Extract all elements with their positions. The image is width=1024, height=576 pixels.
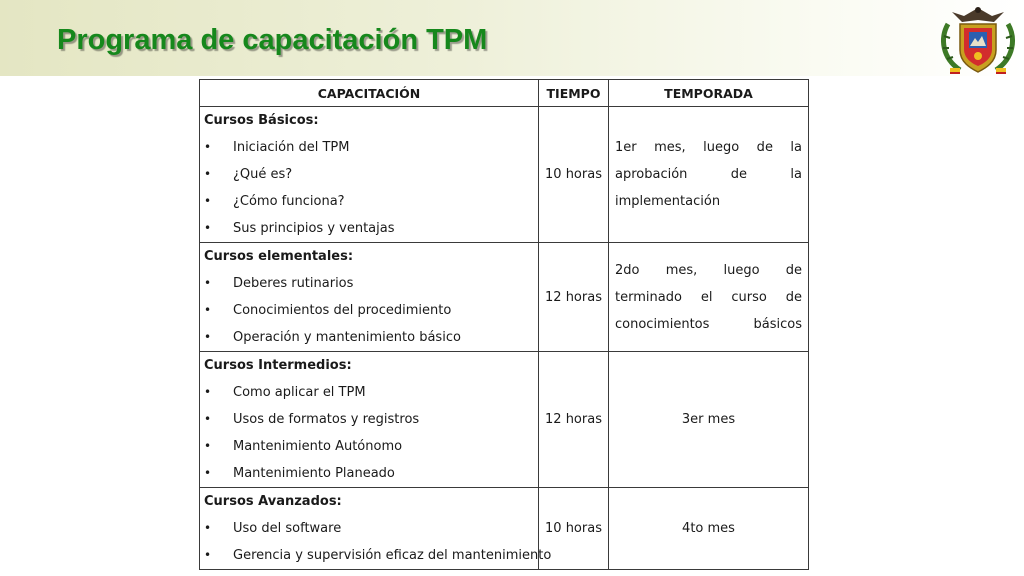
course-cell — [200, 488, 552, 570]
slide-title: Programa de capacitación TPM — [57, 24, 488, 56]
table-row — [200, 488, 809, 570]
bullet-icon: • — [204, 330, 212, 344]
season-cell: 4to mes — [609, 488, 809, 570]
course-item-label: ¿Qué es? — [233, 167, 293, 182]
course-item-label: Sus principios y ventajas — [233, 221, 395, 236]
bullet-icon: • — [204, 303, 212, 317]
bullet-icon: • — [204, 221, 212, 235]
bullet-icon: • — [204, 140, 212, 154]
list-item — [204, 379, 534, 406]
season-cell: 1er mes, luego de la aprobación de la implementación — [609, 107, 809, 243]
course-cell — [200, 107, 539, 243]
course-cell — [200, 243, 539, 352]
bullet-icon: • — [204, 548, 212, 562]
list-item — [204, 406, 534, 433]
course-group-title: Cursos Básicos: — [204, 113, 319, 128]
list-item — [204, 542, 552, 569]
bullet-icon: • — [204, 167, 212, 181]
time-cell: 12 horas — [539, 243, 609, 352]
table-row — [200, 107, 809, 243]
header-capacitacion: CAPACITACIÓN — [200, 80, 539, 107]
list-item — [204, 324, 534, 351]
bullet-icon: • — [204, 439, 212, 453]
list-item — [204, 188, 534, 215]
course-item-label: Gerencia y supervisión eficaz del mantenimiento — [233, 548, 552, 563]
bullet-icon: • — [204, 276, 212, 290]
header-tiempo: TIEMPO — [539, 80, 609, 107]
list-item — [204, 270, 534, 297]
time-cell: 12 horas — [539, 352, 609, 488]
bullet-icon: • — [204, 194, 212, 208]
course-item-label: Operación y mantenimiento básico — [233, 330, 461, 345]
table-row — [200, 352, 809, 488]
time-cell: 10 horas — [539, 107, 609, 243]
season-cell: 3er mes — [609, 352, 809, 488]
list-item — [204, 297, 534, 324]
season-cell: 2do mes, luego de terminado el curso de conocimientos básicos — [609, 243, 809, 352]
bullet-icon: • — [204, 466, 212, 480]
list-item — [204, 460, 534, 487]
course-item-label: Como aplicar el TPM — [233, 385, 366, 400]
course-item-label: ¿Cómo funciona? — [233, 194, 345, 209]
course-group-title: Cursos Intermedios: — [204, 358, 352, 373]
list-item — [204, 161, 534, 188]
table-row — [200, 243, 809, 352]
list-item — [204, 433, 534, 460]
list-item — [204, 515, 534, 542]
course-group-title: Cursos Avanzados: — [204, 494, 342, 509]
course-item-label: Usos de formatos y registros — [233, 412, 420, 427]
list-item — [204, 215, 534, 242]
bullet-icon: • — [204, 521, 212, 535]
course-cell — [200, 352, 539, 488]
course-item-label: Iniciación del TPM — [233, 140, 350, 155]
bullet-icon: • — [204, 412, 212, 426]
course-item-label: Conocimientos del procedimiento — [233, 303, 452, 318]
course-item-label: Mantenimiento Autónomo — [233, 439, 403, 454]
list-item — [204, 134, 534, 161]
course-group-title: Cursos elementales: — [204, 249, 354, 264]
header-temporada: TEMPORADA — [609, 80, 809, 107]
course-item-label: Mantenimiento Planeado — [233, 466, 395, 481]
time-cell: 10 horas — [539, 488, 609, 570]
course-item-label: Deberes rutinarios — [233, 276, 354, 291]
bullet-icon: • — [204, 385, 212, 399]
coat-of-arms-emblem — [934, 2, 1022, 78]
course-item-label: Uso del software — [233, 521, 342, 536]
training-program-table — [199, 79, 809, 570]
table-header-row — [200, 80, 809, 107]
